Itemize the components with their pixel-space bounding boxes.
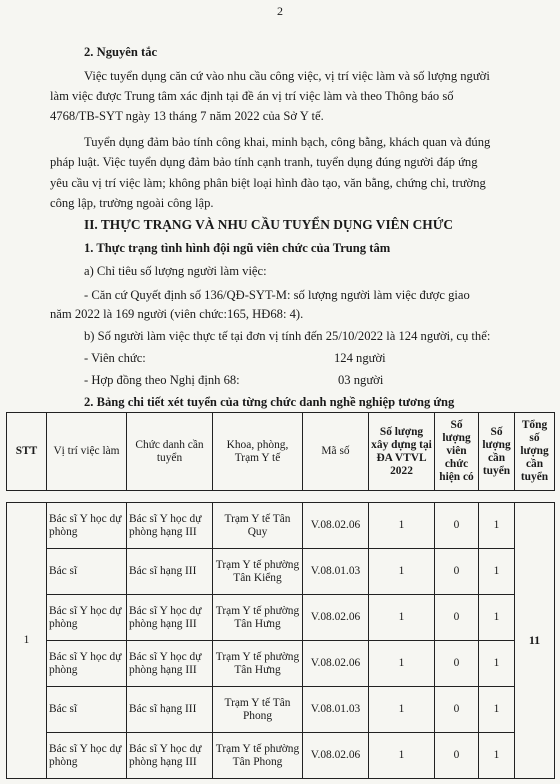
header-planned: Số lượng xây dựng tại ĐA VTVL 2022	[369, 413, 435, 491]
contract-value: 03 người	[338, 373, 384, 387]
code-cell: V.08.02.06	[303, 733, 369, 779]
title-cell: Bác sĩ Y học dự phòng hạng III	[127, 503, 213, 549]
title-cell: Bác sĩ hạng III	[127, 549, 213, 595]
unit-cell: Trạm Y tế phường Tân Hưng	[213, 595, 303, 641]
principles-heading: 2. Nguyên tắc	[84, 45, 158, 59]
position-cell: Bác sĩ	[47, 687, 127, 733]
total-cell: 11	[515, 503, 555, 779]
planned-cell: 1	[369, 503, 435, 549]
code-cell: V.08.01.03	[303, 687, 369, 733]
page-number: 2	[277, 4, 283, 18]
table-row	[7, 549, 555, 595]
current-cell: 0	[435, 595, 479, 641]
planned-cell: 1	[369, 733, 435, 779]
unit-cell: Trạm Y tế phường Tân Hưng	[213, 641, 303, 687]
civil-servant-value: 124 người	[334, 351, 386, 365]
principles-para1-line1: Việc tuyển dụng căn cứ vào nhu cầu công việc, vị trí việc làm và số lượng người	[84, 69, 490, 83]
needed-cell: 1	[479, 503, 515, 549]
header-current: Số lượng viên chức hiện có	[435, 413, 479, 491]
principles-para2-line1: Tuyển dụng đảm bảo tính công khai, minh bạch, công bằng, khách quan và đúng	[84, 135, 491, 149]
needed-cell: 1	[479, 549, 515, 595]
table-row	[7, 503, 555, 549]
title-cell: Bác sĩ Y học dự phòng hạng III	[127, 733, 213, 779]
header-position: Vị trí việc làm	[47, 413, 127, 491]
table-header-row	[7, 413, 555, 491]
planned-cell: 1	[369, 641, 435, 687]
planned-cell: 1	[369, 595, 435, 641]
position-cell: Bác sĩ Y học dự phòng	[47, 503, 127, 549]
table-row	[7, 641, 555, 687]
code-cell: V.08.02.06	[303, 641, 369, 687]
header-stt: STT	[7, 413, 47, 491]
unit-cell: Trạm Y tế phường Tân Kiểng	[213, 549, 303, 595]
current-cell: 0	[435, 733, 479, 779]
table-row	[7, 733, 555, 779]
position-cell: Bác sĩ Y học dự phòng	[47, 595, 127, 641]
table-row	[7, 595, 555, 641]
header-title: Chức danh cần tuyển	[127, 413, 213, 491]
header-needed: Số lượng cần tuyển	[479, 413, 515, 491]
header-code: Mã số	[303, 413, 369, 491]
b-line: b) Số người làm việc thực tế tại đơn vị tính đến 25/10/2022 là 124 người, cụ thể:	[84, 329, 491, 343]
unit-cell: Trạm Y tế phường Tân Phong	[213, 733, 303, 779]
principles-para1-line2: làm việc được Trung tâm xác định tại đề án vị trí việc làm và theo Thông báo số	[50, 89, 454, 103]
civil-servant-label: - Viên chức:	[84, 351, 146, 365]
principles-para1-line3: 4768/TB-SYT ngày 13 tháng 7 năm 2022 của Sở Y tế.	[50, 109, 324, 123]
section2-sub2: 2. Bảng chi tiết xét tuyển của từng chức danh nghề nghiệp tương ứng	[84, 395, 455, 409]
header-total: Tổng số lượng cần tuyển	[515, 413, 555, 491]
recruitment-table	[6, 412, 555, 779]
title-cell: Bác sĩ Y học dự phòng hạng III	[127, 641, 213, 687]
a-detail-line1: - Căn cứ Quyết định số 136/QĐ-SYT-M: số lượng người làm việc được giao	[84, 288, 470, 302]
a-detail-line2: năm 2022 là 169 người (viên chức:165, HĐ68: 4).	[50, 307, 304, 321]
table-row	[7, 687, 555, 733]
unit-cell: Trạm Y tế Tân Quy	[213, 503, 303, 549]
needed-cell: 1	[479, 595, 515, 641]
principles-para2-line4: công lập, trường ngoài công lập.	[50, 196, 214, 210]
needed-cell: 1	[479, 687, 515, 733]
title-cell: Bác sĩ Y học dự phòng hạng III	[127, 595, 213, 641]
header-unit: Khoa, phòng, Trạm Y tế	[213, 413, 303, 491]
title-cell: Bác sĩ hạng III	[127, 687, 213, 733]
needed-cell: 1	[479, 733, 515, 779]
principles-para2-line3: yêu cầu vị trí việc làm; không phân biệt loại hình đào tạo, văn bằng, chứng chỉ, trường	[50, 176, 486, 190]
planned-cell: 1	[369, 687, 435, 733]
current-cell: 0	[435, 503, 479, 549]
code-cell: V.08.02.06	[303, 503, 369, 549]
unit-cell: Trạm Y tế Tân Phong	[213, 687, 303, 733]
current-cell: 0	[435, 549, 479, 595]
contract-label: - Hợp đồng theo Nghị định 68:	[84, 373, 240, 387]
position-cell: Bác sĩ Y học dự phòng	[47, 733, 127, 779]
principles-para2-line2: pháp luật. Việc tuyển dụng đảm bảo tính cạnh tranh, tuyển dụng đúng người đáp ứng	[50, 155, 478, 169]
planned-cell: 1	[369, 549, 435, 595]
current-cell: 0	[435, 641, 479, 687]
section2-sub1: 1. Thực trạng tình hình đội ngũ viên chức của Trung tâm	[84, 241, 391, 255]
a-line: a) Chỉ tiêu số lượng người làm việc:	[84, 264, 267, 278]
code-cell: V.08.01.03	[303, 549, 369, 595]
position-cell: Bác sĩ	[47, 549, 127, 595]
stt-cell: 1	[7, 503, 47, 779]
code-cell: V.08.02.06	[303, 595, 369, 641]
position-cell: Bác sĩ Y học dự phòng	[47, 641, 127, 687]
table-gap	[7, 491, 555, 503]
current-cell: 0	[435, 687, 479, 733]
needed-cell: 1	[479, 641, 515, 687]
spacer-row	[7, 491, 555, 503]
section2-heading: II. THỰC TRẠNG VÀ NHU CẦU TUYỂN DỤNG VIÊN CHỨC	[84, 217, 454, 232]
